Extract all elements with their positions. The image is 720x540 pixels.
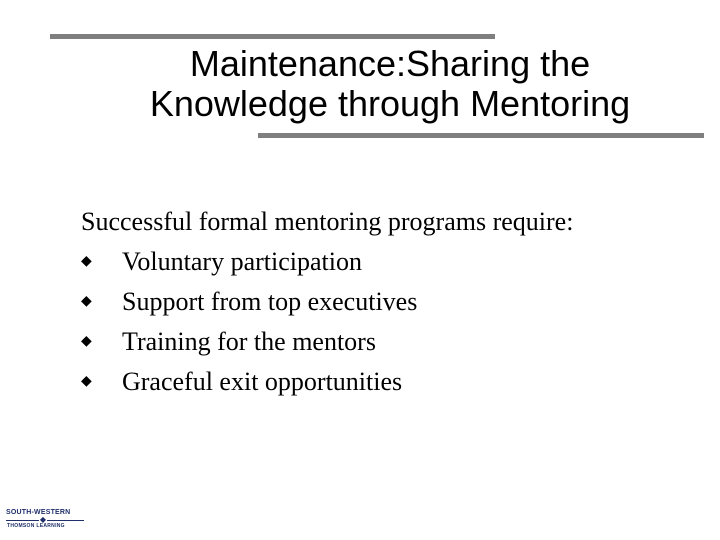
diamond-bullet-icon: ◆	[81, 294, 92, 309]
bullet-item	[81, 322, 701, 362]
publisher-logo	[6, 509, 86, 535]
bullet-text: Training for the mentors	[122, 327, 376, 356]
bullet-list	[81, 242, 701, 402]
slide-body	[81, 202, 701, 402]
bullet-text: Support from top executives	[122, 287, 418, 316]
diamond-bullet-icon: ◆	[81, 334, 92, 349]
bullet-text: Graceful exit opportunities	[122, 367, 403, 396]
intro-text: Successful formal mentoring programs require:	[81, 207, 574, 236]
bullet-item	[81, 282, 701, 322]
slide-title-line-1: Maintenance:Sharing the	[189, 43, 591, 84]
bullet-item	[81, 242, 701, 282]
logo-text-line-2: THOMSON LEARNING	[7, 523, 65, 529]
bullet-item	[81, 362, 701, 402]
slide-title-line-2: Knowledge through Mentoring	[149, 83, 631, 124]
diamond-bullet-icon: ◆	[81, 254, 92, 269]
title-bottom-rule	[258, 133, 704, 138]
title-top-rule	[50, 34, 495, 39]
diamond-bullet-icon: ◆	[81, 374, 92, 389]
star-icon: ◆	[39, 515, 47, 524]
bullet-text: Voluntary participation	[122, 247, 362, 276]
logo-text-line-1: SOUTH-WESTERN	[6, 509, 71, 516]
slide-title	[100, 44, 680, 124]
